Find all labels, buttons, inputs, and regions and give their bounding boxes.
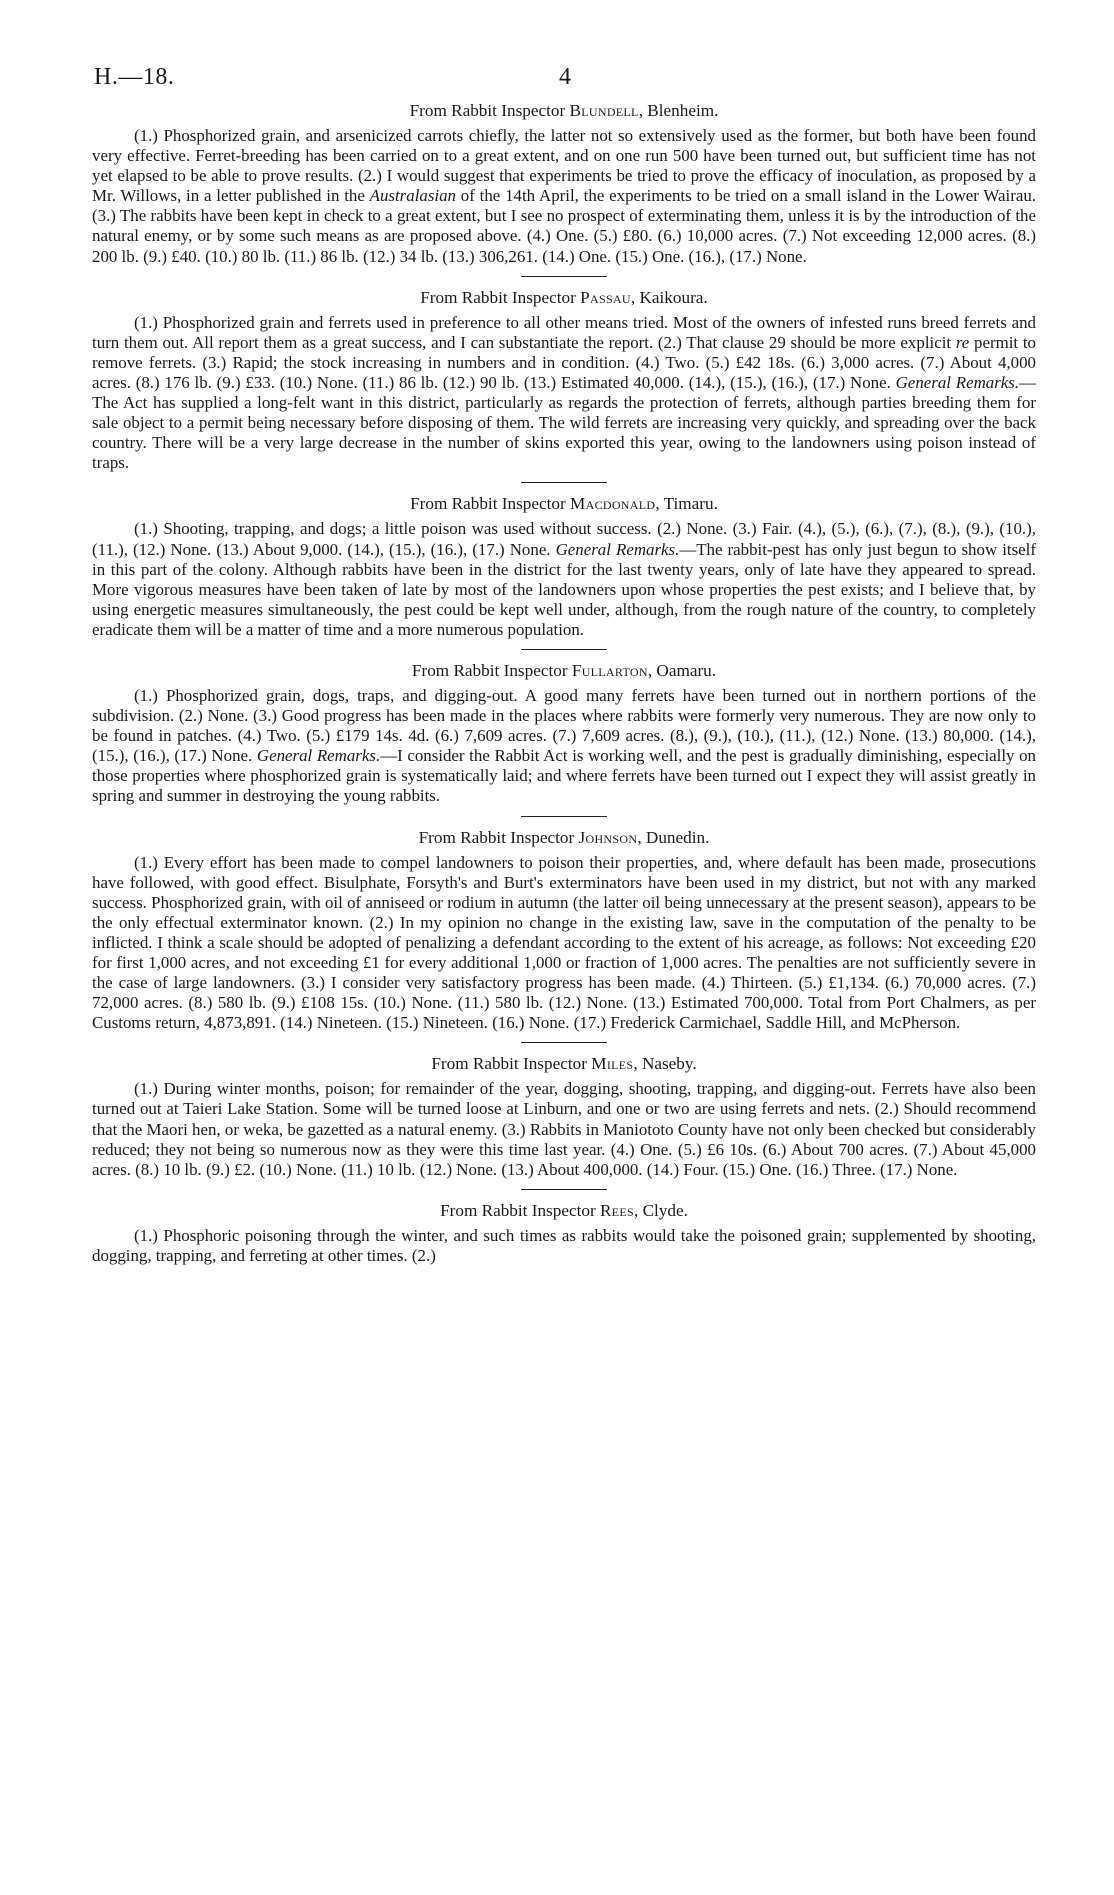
report-reference: H.—18. — [94, 64, 175, 90]
report-section-passau — [92, 287, 1036, 474]
report-section-blundell — [92, 100, 1036, 267]
inspector-name: Johnson — [578, 827, 638, 847]
report-section-macdonald — [92, 493, 1036, 640]
section-heading: From Rabbit Inspector Johnson, Dunedin. — [418, 827, 710, 847]
section-body: (1.) Phosphorized grain and ferrets used in preference to all other means tried. Most of the owners of infested runs breed ferrets and turn them out. All report them as a great success, and I can substantiate the report. (2.) That clause 29 should be more explicit re permit to remove ferrets. (3.) Rapid; the stock increasing in numbers and in condition. (4.) Two. (5.) £42 18s. (6.) 3,000 acres. (7.) About 4,000 acres. (8.) 176 lb. (9.) £33. (10.) None. (11.) 86 lb. (12.) 90 lb. (13.) Estimated 40,000. (14.), (15.), (16.), (17.) None. General Remarks.—The Act has supplied a long-felt want in this district, particularly as regards the protection of ferrets, although parties breeding them for sale object to a permit being necessary before disposing of them. The wild ferrets are increasing very quickly, and spreading over the back country. There will be a very large decrease in the number of skins exported this year, owing to the landowners using poison instead of traps. — [92, 312, 1036, 473]
section-heading: From Rabbit Inspector Macdonald, Timaru. — [410, 494, 718, 514]
inspector-name: Blundell — [569, 101, 639, 120]
section-body: (1.) Shooting, trapping, and dogs; a little poison was used without success. (2.) None. (3.) Fair. (4.), (5.), (6.), (7.), (8.), (9.), (10.), (11.), (12.) None. (13.) About 9,000. (14.), (15.), (16.), (17.) None. General Remarks.—The rabbit-pest has only just begun to show itself in this part of the colony. Although rabbits have been in the district for the last twenty years, only of late have they appeared to spread. More vigorous measures have been taken of late by most of the landowners upon whose properties the pest exists; and I believe that, by using energetic measures simultaneously, the pest could be kept well under, although, from the rough nature of the country, to completely eradicate them will be a matter of time and a more numerous population. — [92, 519, 1036, 639]
section-heading: From Rabbit Inspector Fullarton, Oamaru. — [411, 660, 717, 680]
inspector-name: Miles — [591, 1054, 634, 1074]
section-body: (1.) Phosphorized grain, dogs, traps, and digging-out. A good many ferrets have been turned out in northern portions of the subdivision. (2.) None. (3.) Good progress has been made in the places where rabbits were formerly very numerous. They are now only to be found in patches. (4.) Two. (5.) £179 14s. 4d. (6.) 7,609 acres. (7.) 7,609 acres. (8.), (9.), (10.), (11.), (12.) None. (13.) 80,000. (14.), (15.), (16.), (17.) None. General Remarks.—I consider the Rabbit Act is working well, and the pest is gradually diminishing, especially on those properties where phosphorized grain is systematically laid; and where ferrets have been turned out I expect they will assist greatly in spring and summer in destroying the young rabbits. — [92, 685, 1036, 806]
report-section-johnson — [92, 827, 1036, 1034]
document-page — [92, 60, 1036, 1266]
report-section-miles — [92, 1053, 1036, 1179]
section-body: (1.) Phosphorized grain, and arsenicized carrots chiefly, the latter not so extensively used as the former, but both have been found very effective. Ferret-breeding has been carried on to a great extent, and on one run 500 have been turned out, but sufficient time has not yet elapsed to be able to prove results. (2.) I would suggest that experiments be tried to prove the efficacy of inoculation, as proposed by a Mr. Willows, in a letter published in the Australasian of the 14th April, the experiments to be tried on a small island in the Lower Wairau. (3.) The rabbits have been kept in check to a great extent, but I see no prospect of exterminating them, unless it is by the introduction of the natural enemy, or by some such means as are proposed above. (4.) One. (5.) £80. (6.) 10,000 acres. (7.) Not exceeding 12,000 acres. (8.) 200 lb. (9.) £40. (10.) 80 lb. (11.) 86 lb. (12.) 34 lb. (13.) 306,261. (14.) One. (15.) One. (16.), (17.) None. — [92, 126, 1036, 266]
inspector-name: Passau — [580, 287, 631, 307]
section-divider — [521, 482, 607, 483]
page-header — [92, 60, 1036, 100]
report-section-rees — [92, 1200, 1036, 1266]
section-divider — [521, 649, 607, 650]
inspector-name: Rees — [599, 1200, 634, 1220]
section-heading: From Rabbit Inspector Passau, Kaikoura. — [420, 287, 708, 307]
section-divider — [521, 816, 607, 817]
section-body: (1.) During winter months, poison; for remainder of the year, dogging, shooting, trapping, and digging-out. Ferrets have also been turned out at Taieri Lake Station. Some will be turned loose at Linburn, and one or two are using ferrets and nets. (2.) Should recommend that the Maori hen, or weka, be gazetted as a natural enemy. (3.) Rabbits in Maniototo County have not only been checked but considerably reduced; they not being so numerous now as they were this time last year. (4.) One. (5.) £6 10s. (6.) About 700 acres. (7.) About 45,000 acres. (8.) 10 lb. (9.) £2. (10.) None. (11.) 10 lb. (12.) None. (13.) About 400,000. (14.) Four. (15.) One. (16.) Three. (17.) None. — [92, 1079, 1036, 1179]
section-divider — [521, 276, 607, 277]
section-heading: From Rabbit Inspector Rees, Clyde. — [440, 1200, 688, 1220]
section-divider — [521, 1189, 607, 1190]
section-heading: From Rabbit Inspector Miles, Naseby. — [431, 1054, 697, 1074]
section-body: (1.) Every effort has been made to compel landowners to poison their properties, and, where default has been made, prosecutions have followed, with good effect. Bisulphate, Forsyth's and Burt's exterminators have been used in my district, but not with any marked success. Phosphorized grain, with oil of anniseed or rodium in autumn (the latter oil being unnecessary at the present season), appears to be the only effectual exterminator known. (2.) In my opinion no change in the existing law, save in the computation of the penalty to be inflicted. I think a scale should be adopted of penalizing a defendant according to the extent of his acreage, as follows: Not exceeding £20 for first 1,000 acres, and not exceeding £1 for every additional 1,000 or fraction of 1,000 acres. The penalties are not sufficiently severe in the case of large landowners. (3.) I consider very satisfactory progress has been made. (4.) Thirteen. (5.) £1,134. (6.) 70,000 acres. (7.) 72,000 acres. (8.) 580 lb. (9.) £108 15s. (10.) None. (11.) 580 lb. (12.) None. (13.) Estimated 700,000. Total from Port Chalmers, as per Customs return, 4,873,891. (14.) Nineteen. (15.) Nineteen. (16.) None. (17.) Frederick Carmichael, Saddle Hill, and McPherson. — [92, 852, 1036, 1033]
section-body: (1.) Phosphoric poisoning through the winter, and such times as rabbits would take the poisoned grain; supplemented by shooting, dogging, trapping, and ferreting at other times. (2.) — [92, 1225, 1036, 1265]
page-number: 4 — [559, 64, 571, 90]
report-section-fullarton — [92, 660, 1036, 807]
inspector-name: Fullarton — [571, 660, 648, 680]
inspector-name: Macdonald — [570, 494, 656, 514]
section-divider — [521, 1042, 607, 1043]
section-heading: From Rabbit Inspector Blundell, Blenheim. — [409, 101, 719, 120]
